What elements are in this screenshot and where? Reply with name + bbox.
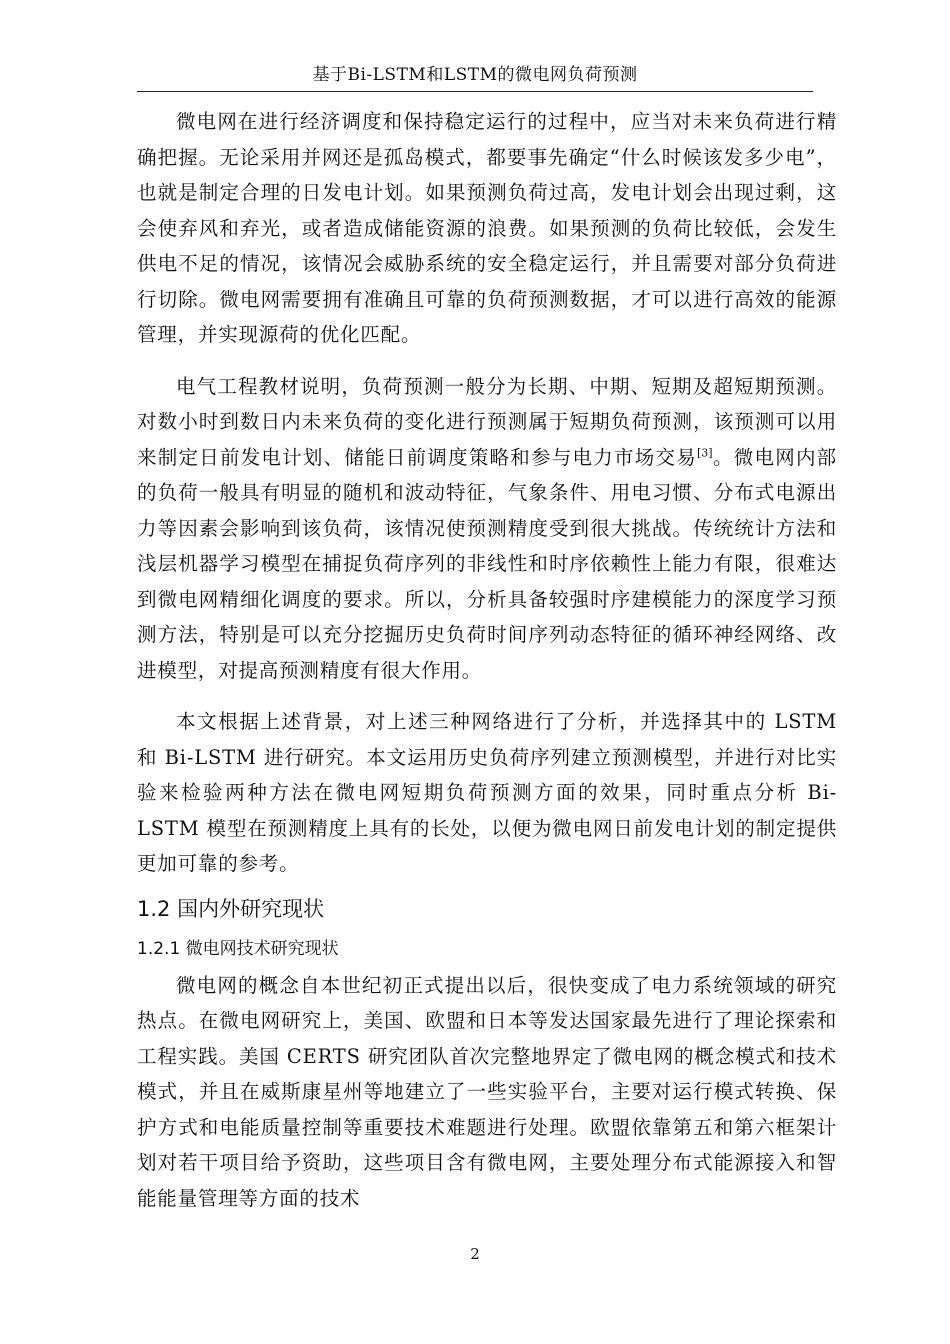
paragraph-2-text-b: 。微电网内部的负荷一般具有明显的随机和波动特征，气象条件、用电习惯、分布式电源出力等因素会影响到该负荷，该情况使预测精度受到很大挑战。传统统计方法和浅层机器学习模型在捕捉负荷序列的非线性和时序依赖性上能力有限，很难达到微电网精细化调度的要求。所以，分析具备较强时序建模能力的深度学习预测方法，特别是可以充分挖掘历史负荷时间序列动态特征的循环神经网络、改进模型，对提高预测精度有很大作用。	[137, 445, 837, 682]
paragraph-spacer	[137, 353, 837, 369]
citation-ref: [3]	[696, 446, 713, 459]
page-body	[137, 104, 837, 1216]
running-header: 基于Bi-LSTM和LSTM的微电网负荷预测	[312, 65, 638, 85]
paragraph-2	[137, 369, 837, 689]
heading-spacer	[137, 924, 837, 936]
heading-spacer	[137, 882, 837, 894]
subsection-heading: 1.2.1 微电网技术研究现状	[137, 938, 339, 959]
header-rule	[137, 91, 813, 92]
paragraph-spacer	[137, 688, 837, 704]
section-heading: 1.2 国内外研究现状	[137, 896, 325, 921]
paragraph-3: 本文根据上述背景，对上述三种网络进行了分析，并选择其中的 LSTM 和 Bi-LSTM 进行研究。本文运用历史负荷序列建立预测模型，并进行对比实验来检验两种方法在微电网短期负荷预测方面的效果，同时重点分析 Bi-LSTM 模型在预测精度上具有的长处，以便为微电网日前发电计划的制定提供更加可靠的参考。	[137, 710, 837, 875]
page-number: 2	[470, 1245, 480, 1263]
paragraph-2-text-a: 电气工程教材说明，负荷预测一般分为长期、中期、短期及超短期预测。对数小时到数日内未来负荷的变化进行预测属于短期负荷预测，该预测可以用来制定日前发电计划、储能日前调度策略和参与电力市场交易	[137, 374, 837, 469]
paragraph-4: 微电网的概念自本世纪初正式提出以后，很快变成了电力系统领域的研究热点。在微电网研究上，美国、欧盟和日本等发达国家最先进行了理论探索和工程实践。美国 CERTS 研究团队首次完整地界定了微电网的概念模式和技术模式，并且在威斯康星州等地建立了一些实验平台，主要对运行模式转换、保护方式和电能质量控制等重要技术难题进行处理。欧盟依靠第五和第六框架计划对若干项目给予资助，这些项目含有微电网，主要处理分布式能源接入和智能能量管理等方面的技术	[137, 973, 837, 1210]
paragraph-1: 微电网在进行经济调度和保持稳定运行的过程中，应当对未来负荷进行精确把握。无论采用并网还是孤岛模式，都要事先确定“什么时候该发多少电”，也就是制定合理的日发电计划。如果预测负荷过高，发电计划会出现过剩，这会使弃风和弃光，或者造成储能资源的浪费。如果预测的负荷比较低，会发生供电不足的情况，该情况会威胁系统的安全稳定运行，并且需要对部分负荷进行切除。微电网需要拥有准确且可靠的负荷预测数据，才可以进行高效的能源管理，并实现源荷的优化匹配。	[137, 110, 837, 346]
